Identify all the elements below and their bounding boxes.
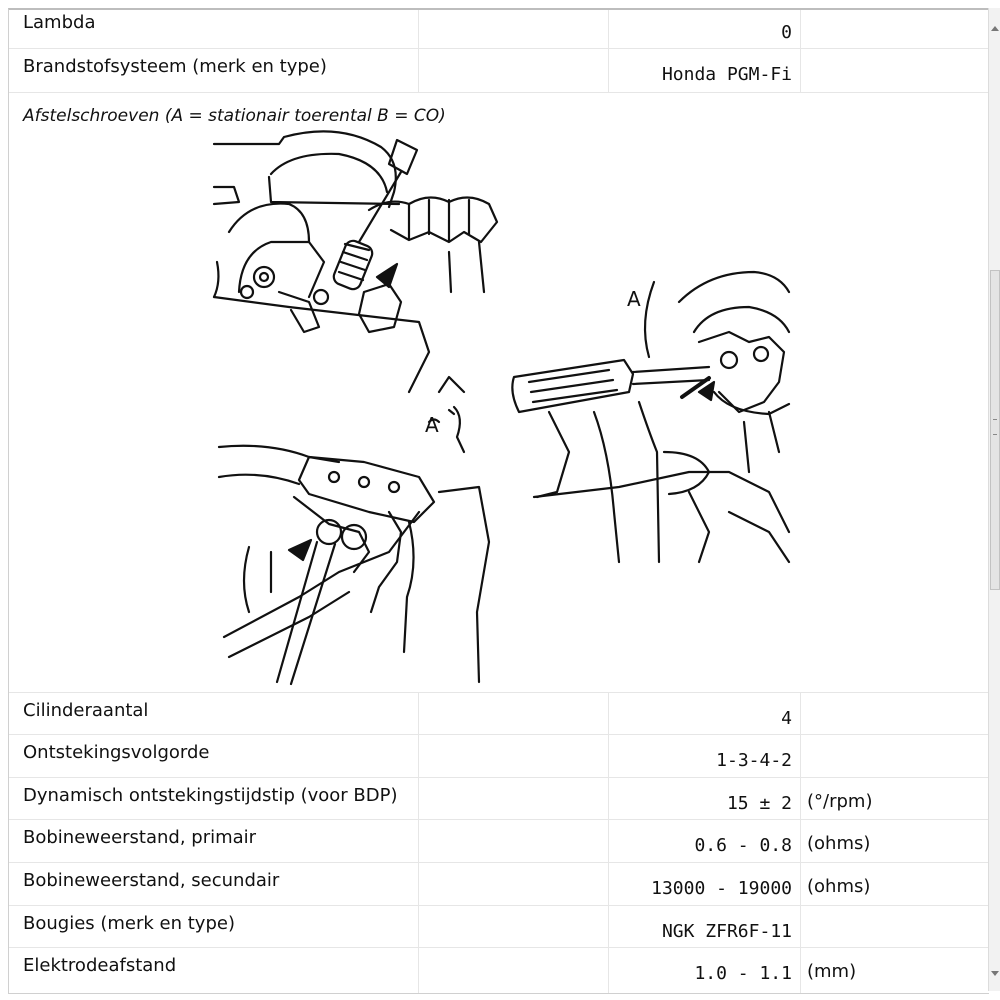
row-label: Bobineweerstand, primair <box>23 827 257 848</box>
row-value: Honda PGM-Fi <box>661 64 792 85</box>
row-value: 15 ± 2 <box>726 793 792 814</box>
row-value: 1-3-4-2 <box>716 750 792 771</box>
row-value: 0.6 - 0.8 <box>694 835 792 856</box>
table-row <box>9 905 989 948</box>
row-label: Dynamisch ontstekingstijdstip (voor BDP) <box>23 785 398 806</box>
row-label: Elektrodeafstand <box>23 955 177 976</box>
scrollbar-thumb[interactable] <box>990 270 1000 590</box>
marker-a-left: A <box>425 413 439 437</box>
vertical-scrollbar[interactable] <box>988 8 1000 991</box>
table-row <box>9 947 989 993</box>
row-label: Brandstofsysteem (merk en type) <box>23 56 327 77</box>
row-value: 13000 - 19000 <box>651 878 792 899</box>
row-unit: (ohms) <box>807 833 871 854</box>
marker-a-right: A <box>627 287 641 311</box>
table-row <box>9 692 989 735</box>
row-value: 1.0 - 1.1 <box>694 963 792 984</box>
illustration-caption: Afstelschroeven (A = stationair toerental B = CO) <box>23 106 446 126</box>
row-unit: (mm) <box>807 961 857 982</box>
row-value: 4 <box>781 708 792 729</box>
table-row <box>9 48 989 93</box>
scroll-up-arrow-icon[interactable] <box>991 26 999 31</box>
spec-table <box>8 8 989 994</box>
table-row <box>9 777 989 820</box>
screwdriver-drawing <box>512 272 789 562</box>
table-row <box>9 10 989 49</box>
row-label: Lambda <box>23 12 96 33</box>
row-label: Ontstekingsvolgorde <box>23 742 210 763</box>
illustration-row <box>9 92 989 693</box>
row-label: Cilinderaantal <box>23 700 149 721</box>
row-label: Bougies (merk en type) <box>23 913 235 934</box>
table-row <box>9 734 989 778</box>
adjustment-screw-illustration <box>9 92 989 692</box>
table-row <box>9 819 989 863</box>
throttle-body-drawing <box>214 131 497 392</box>
scroll-down-arrow-icon[interactable] <box>991 971 999 976</box>
row-value: 0 <box>781 22 792 43</box>
grip-icon <box>993 419 997 435</box>
row-unit: (°/rpm) <box>807 791 873 812</box>
row-label: Bobineweerstand, secundair <box>23 870 280 891</box>
table-row <box>9 862 989 906</box>
row-unit: (ohms) <box>807 876 871 897</box>
idle-screw-drawing <box>219 407 489 684</box>
row-value: NGK ZFR6F-11 <box>661 921 792 942</box>
